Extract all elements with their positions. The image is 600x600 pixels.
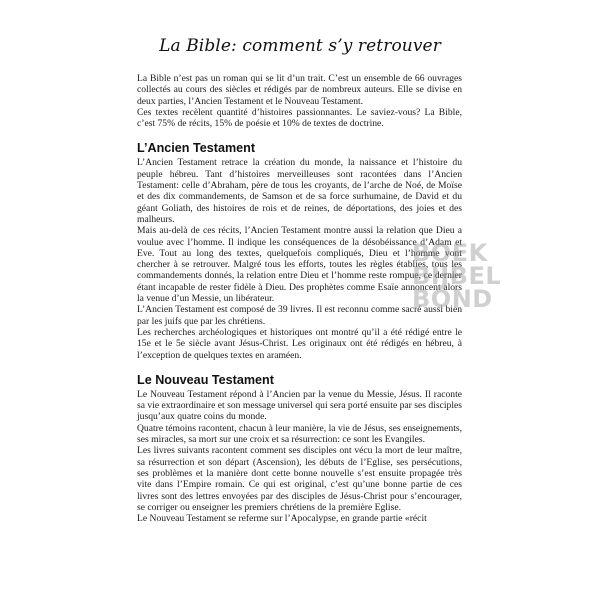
ancien-paragraph: L’Ancien Testament est composé de 39 livres. Il est reconnu comme sacré aussi bien par les juifs que par les chrétiens.: [137, 304, 462, 327]
section-heading-ancien-testament: L’Ancien Testament: [137, 141, 256, 156]
nouveau-paragraph: Le Nouveau Testament se referme sur l’Apocalypse, en grande partie «récit: [137, 513, 427, 525]
document-body: [137, 73, 462, 524]
ancien-paragraph: Les recherches archéologiques et historiques ont montré qu’il a été rédigé entre le 15e et le 5e siècle avant Jésus-Christ. Les originaux ont été rédigés en hébreu, à l’exception de quelques textes en araméen.: [137, 326, 462, 361]
intro-paragraph: La Bible n’est pas un roman qui se lit d’un trait. C’est un ensemble de 66 ouvrages collectés au cours des siècles et rédigés par de nombreux auteurs. Elle se divise en deux parties, l’Ancien Testament et le Nouveau Testament.: [137, 73, 462, 107]
intro-paragraph: Ces textes recèlent quantité d’histoires passionnantes. Le saviez-vous? La Bible, c’est 75% de récits, 15% de poésie et 10% de textes de doctrine.: [137, 106, 462, 130]
ancien-paragraph: Mais au-delà de ces récits, l’Ancien Testament montre aussi la relation que Dieu a voulue avec l’homme. Il indique les conséquences de la désobéissance d’Adam et Eve. Tout au long des textes, quelquefois compliqués, Dieu et l’homme vont chercher à se retrouver. Malgré tous les efforts, toutes les règles établies, tous les commandements donnés, la relation entre Dieu et l’homme reste rompue, ce dernier étant incapable de rester fidèle à Dieu. Des prophètes comme Esaïe annoncent alors la venue d’un Messie, un libérateur.: [137, 225, 462, 305]
watermark-line: BOND: [412, 285, 493, 313]
section-heading-nouveau-testament: Le Nouveau Testament: [137, 372, 274, 387]
nouveau-paragraph: Les livres suivants racontent comment ses disciples ont vécu la mort de leur maître, sa résurrection et son départ (Ascension), les débuts de l’Eglise, ses persécutions, ses problèmes et la manière dont cette bonne nouvelle s’est ensuite propagée très vite dans l’Empire romain. Ce qui est original, c’est qu’une bonne partie de ces livres sont des lettres envoyées par des disciples de Jésus-Christ pour s’encourager, se corriger ou enseigner les premiers chrétiens de la première Eglise.: [137, 445, 462, 513]
page-title: La Bible: comment s’y retrouver: [159, 36, 441, 56]
nouveau-paragraph: Quatre témoins racontent, chacun à leur manière, la vie de Jésus, ses enseignements, ses miracles, sa mort sur une croix et sa résurrection: ce sont les Evangiles.: [137, 422, 462, 446]
watermark-line: BOEK: [412, 239, 488, 267]
nouveau-paragraph: Le Nouveau Testament répond à l’Ancien par la venue du Messie, Jésus. Il raconte sa vie extraordinaire et son message universel qui sera porté ensuite par ses disciples jusqu’aux quatre coins du monde.: [137, 388, 462, 423]
ancien-paragraph: L’Ancien Testament retrace la création du monde, la naissance et l’histoire du peuple hébreu. Tant d’histoires merveilleuses sont racontées dans l’Ancien Testament: celle d’Abraham, père de tous les croyants, de l’arche de Noé, de Moïse et des dix commandements, de Samson et de sa force surhumaine, de David et du géant Goliath, des histoires de rois et de reines, de déportations, des joies et des malheurs.: [137, 157, 462, 225]
watermark-line: BIJBEL: [412, 262, 502, 290]
